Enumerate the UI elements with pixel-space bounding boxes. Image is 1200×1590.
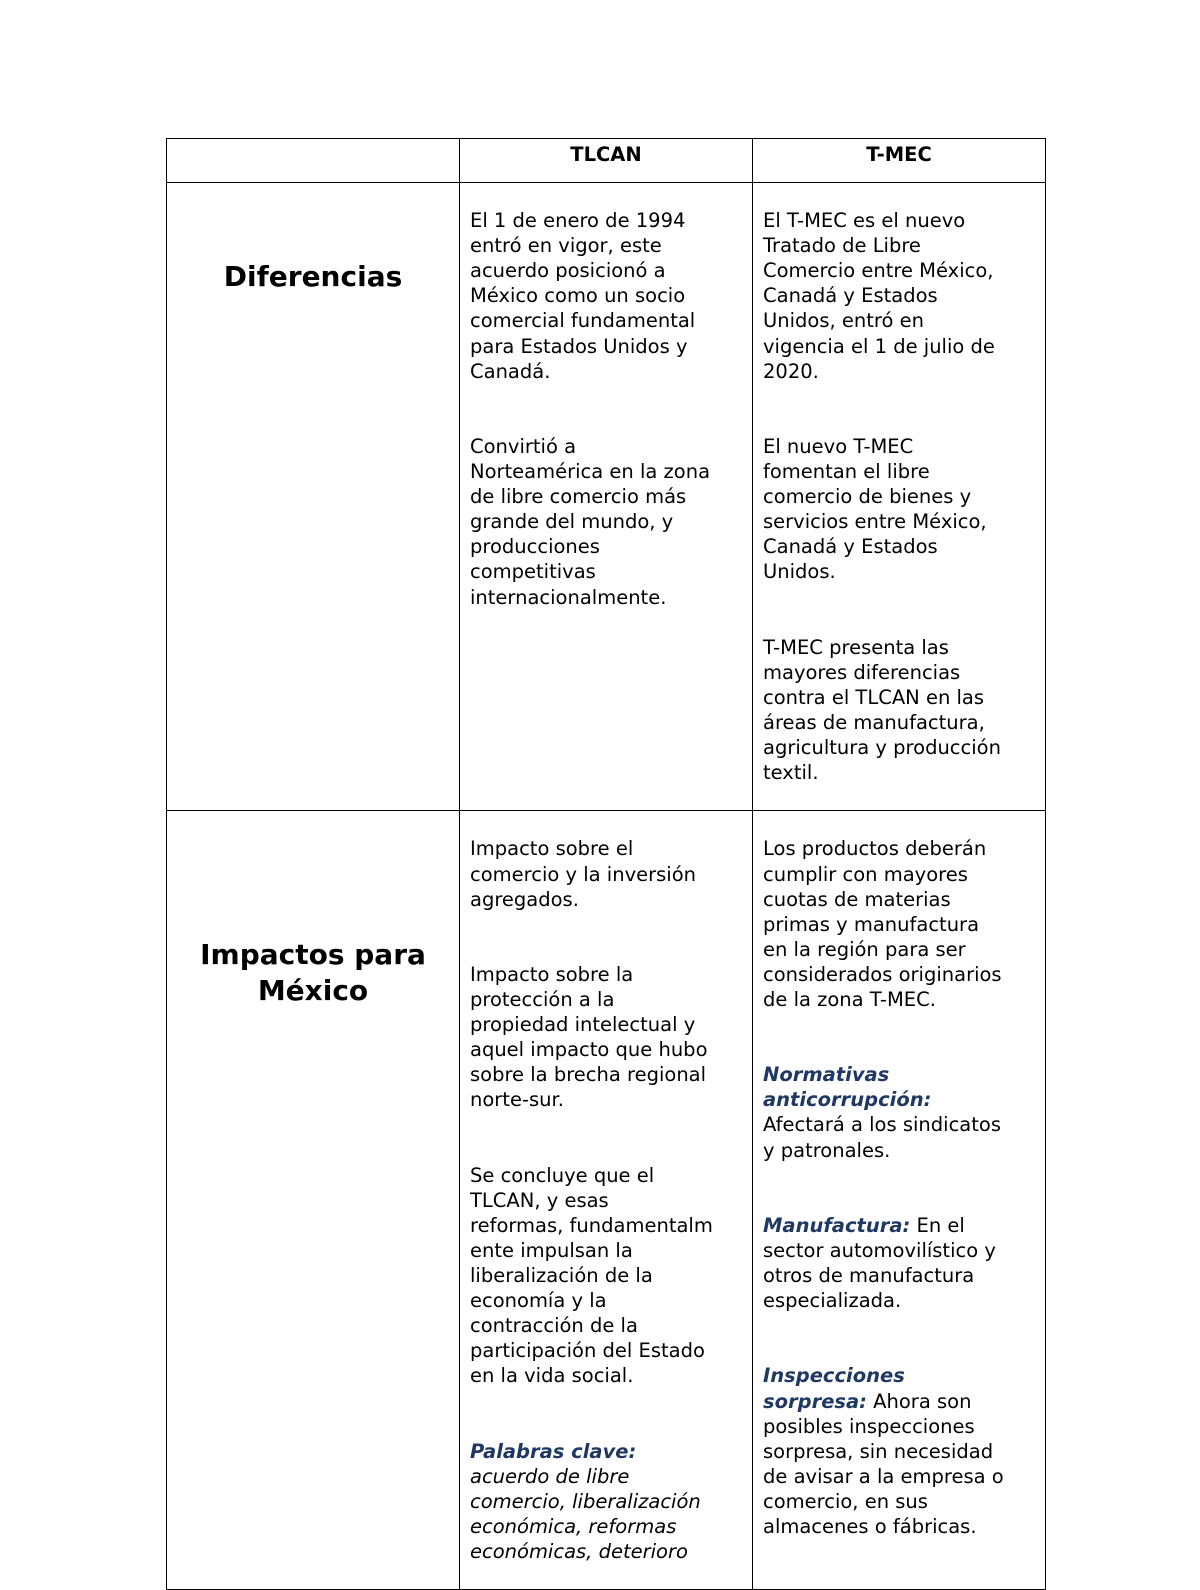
item-label: Manufactura:: [763, 1213, 911, 1237]
comparison-table: [166, 138, 1046, 1590]
item-paragraph: [763, 1062, 1039, 1162]
item-text: Afectará a los sindicatos y patronales.: [763, 1113, 1001, 1162]
row-label-cell: [167, 183, 460, 811]
cell-diferencias-tlcan: [460, 183, 753, 811]
item-text: Ahora son posibles inspecciones sorpresa, sin necesidad de avisar a la empresa o comercio, en sus almacenes o fábricas.: [763, 1389, 1004, 1538]
table-header-row: [167, 139, 1046, 183]
keywords-text: acuerdo de libre comercio, liberalización económica, reformas económicas, deterioro: [470, 1464, 701, 1564]
paragraph: T-MEC presenta las mayores diferencias contra el TLCAN en las áreas de manufactura, agricultura y producción textil.: [763, 635, 1001, 785]
paragraph: El T-MEC es el nuevo Tratado de Libre Comercio entre México, Canadá y Estados Unidos, entró en vigencia el 1 de julio de 2020.: [763, 209, 995, 383]
header-cell-tmec: [753, 139, 1046, 183]
row-label-impactos: Impactos para México: [200, 938, 426, 1008]
column-title-tlcan: TLCAN: [570, 143, 642, 166]
paragraph: Convirtió a Norteamérica en la zona de libre comercio más grande del mundo, y producciones competitivas internacionalmente.: [470, 434, 711, 609]
paragraph: Los productos deberán cumplir con mayores cuotas de materias primas y manufactura en la región para ser considerados originarios de la zona T-MEC.: [763, 837, 1002, 1011]
cell-impactos-tmec: [753, 811, 1046, 1590]
paragraph: Impacto sobre la protección a la propiedad intelectual y aquel impacto que hubo sobre la brecha regional norte-sur.: [470, 962, 708, 1112]
row-label-diferencias: Diferencias: [223, 260, 403, 293]
item-label: Normativas anticorrupción:: [763, 1063, 932, 1112]
item-paragraph: [763, 1213, 1039, 1313]
table-row-diferencias: [167, 183, 1046, 811]
keywords-paragraph: [470, 1439, 746, 1564]
cell-impactos-tlcan: [460, 811, 753, 1590]
header-cell-empty: [167, 139, 460, 183]
row-label-cell: [167, 811, 460, 1590]
cell-diferencias-tmec: [753, 183, 1046, 811]
header-cell-tlcan: [460, 139, 753, 183]
paragraph: Impacto sobre el comercio y la inversión agregados.: [470, 837, 697, 911]
keywords-label: Palabras clave:: [470, 1439, 637, 1463]
item-paragraph: [763, 1363, 1039, 1539]
paragraph: Se concluye que el TLCAN, y esas reformas, fundamentalm ente impulsan la liberalización de la economía y la contracción de la participación del Estado en la vida social.: [470, 1163, 713, 1388]
column-title-tmec: T-MEC: [866, 143, 932, 166]
item-label: Inspecciones sorpresa:: [763, 1364, 905, 1413]
paragraph: El 1 de enero de 1994 entró en vigor, este acuerdo posicionó a México como un socio comercial fundamental para Estados Unidos y Canadá.: [470, 209, 696, 383]
item-text: En el sector automovilístico y otros de manufactura especializada.: [763, 1213, 996, 1313]
paragraph: El nuevo T-MEC fomentan el libre comercio de bienes y servicios entre México, Canadá y Estados Unidos.: [763, 434, 987, 584]
table-row-impactos: [167, 811, 1046, 1590]
